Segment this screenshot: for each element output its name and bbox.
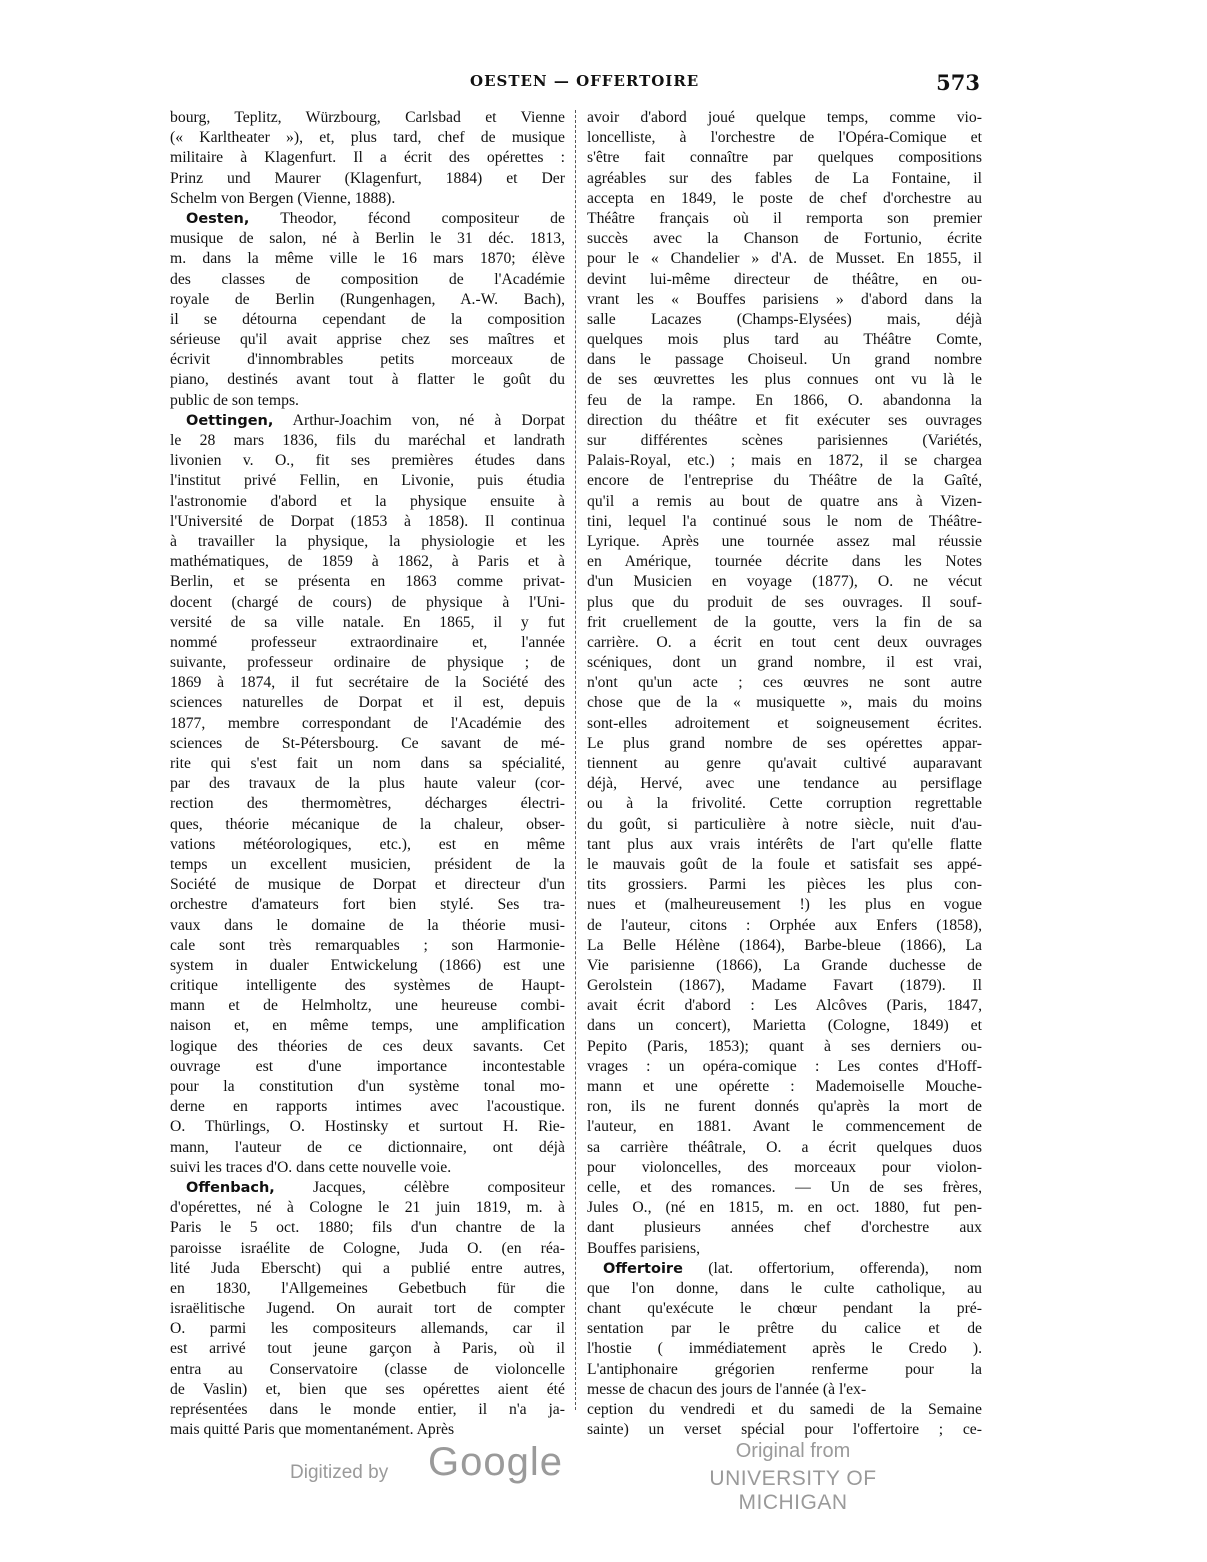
text-line: le 28 mars 1836, fils du maréchal et landrath bbox=[170, 432, 565, 449]
text-line: m. dans la même ville le 16 mars 1870; élève bbox=[170, 250, 565, 268]
text-line: israëlitische Jugend. On aurait tort de compter bbox=[170, 1300, 565, 1318]
text-line: Schelm von Bergen (Vienne, 1888). bbox=[170, 189, 396, 207]
entry-headword: Offenbach, bbox=[186, 1179, 275, 1196]
text-line: orchestre d'amateurs fort bien stylé. Ses tra- bbox=[170, 896, 565, 914]
text-line: succès avec la Chanson de Fortunio, écrite bbox=[587, 230, 982, 248]
text-line: par des travaux de la plus haute valeur (cor- bbox=[170, 775, 565, 793]
text-line: dans un concert), Marietta (Cologne, 1849) et bbox=[587, 1017, 982, 1035]
entry-headword: Offertoire bbox=[603, 1260, 683, 1277]
text-line: feu de la rampe. En 1866, O. abandonna la bbox=[587, 391, 982, 409]
text-line: sentation par le prêtre du calice et de bbox=[587, 1320, 982, 1338]
text-line: Oettingen, Arthur-Joachim von, né à Dorpat bbox=[186, 411, 565, 429]
text-line: tini, lequel l'a continué sous le nom de Théâtre- bbox=[587, 512, 982, 530]
text-line: royale de Berlin (Rungenhagen, A.-W. Bach), bbox=[170, 290, 565, 308]
text-line: temps un excellent musicien, président de la bbox=[170, 855, 565, 873]
text-line: scéniques, dont un grand nombre, il est vrai, bbox=[587, 654, 982, 672]
text-line: sérieuse qu'il avait apprise chez ses maîtres et bbox=[170, 331, 565, 349]
text-line: en Amérique, tournée décrite dans les Notes bbox=[587, 553, 982, 571]
text-line: mann et de Helmholtz, une heureuse combi- bbox=[170, 997, 565, 1015]
text-line: direction du théâtre et fit exécuter ses ouvrages bbox=[587, 411, 982, 429]
text-line: en 1830, l'Allgemeines Gebetbuch für die bbox=[170, 1279, 565, 1297]
entry-headword: Oettingen, bbox=[186, 412, 274, 429]
text-line: quelques mois plus tard au Théâtre Comte, bbox=[587, 331, 982, 349]
text-line: rite qui s'est fait un nom dans sa spécialité, bbox=[170, 755, 565, 772]
text-line: vrant les « Bouffes parisiens » d'abord dans la bbox=[587, 290, 982, 308]
left-column bbox=[170, 108, 565, 1440]
text-line: Palais-Royal, etc.) ; mais en 1872, il se chargea bbox=[587, 452, 982, 470]
text-line: versité de sa ville natale. En 1865, il y fut bbox=[170, 613, 565, 631]
institution-name: UNIVERSITY OF MICHIGAN bbox=[709, 1467, 877, 1514]
text-line: s'être fait connaître par quelques compositions bbox=[587, 149, 982, 167]
text-line: des classes de composition de l'Académie bbox=[170, 270, 565, 288]
text-line: naison et, en même temps, une amplification bbox=[170, 1017, 565, 1035]
text-line: encore de l'entreprise du Théâtre de la Gaîté, bbox=[587, 472, 982, 490]
text-line: Prinz und Maurer (Klagenfurt, 1884) et Der bbox=[170, 169, 565, 187]
entry-headword: Oesten, bbox=[186, 210, 250, 227]
text-line: pour la constitution d'un système tonal mo- bbox=[170, 1078, 565, 1095]
right-column bbox=[587, 108, 982, 1440]
text-line: sainte) un verset spécial pour l'offertoire ; ce- bbox=[587, 1421, 982, 1439]
text-line: mathématiques, de 1859 à 1862, à Paris et à bbox=[170, 553, 565, 571]
text-line: accepta en 1849, le poste de chef d'orchestre au bbox=[587, 189, 982, 207]
text-line: Jules O., (né en 1815, m. en oct. 1880, fut pen- bbox=[587, 1199, 982, 1217]
text-line: Gerolstein (1867), Madame Favart (1879). Il bbox=[587, 977, 982, 995]
text-line: Vie parisienne (1866), La Grande duchesse de bbox=[587, 956, 982, 974]
text-line: 1877, membre correspondant de l'Académie des bbox=[170, 714, 565, 732]
text-line: n'ont qu'un acte ; ces œuvres ne sont autre bbox=[587, 674, 982, 692]
text-line: livonien v. O., fit ses premières études dans bbox=[170, 452, 565, 470]
source-watermark bbox=[668, 1440, 918, 1515]
google-logo-text: Google bbox=[428, 1440, 563, 1484]
text-line: ou à la frivolité. Cette corruption regrettable bbox=[587, 795, 982, 813]
text-line: critique intelligente des systèmes de Haupt- bbox=[170, 977, 565, 995]
text-line: Lyrique. Après une tournée assez mal réussie bbox=[587, 532, 982, 550]
text-line: sur différentes scènes parisiennes (Variétés, bbox=[587, 432, 982, 449]
text-line: de ses œuvrettes les plus connues ont vu là le bbox=[587, 371, 982, 389]
text-line: Théâtre français où il remporta son premier bbox=[587, 209, 982, 227]
text-line: piano, destinés avant tout à flatter le goût du bbox=[170, 371, 565, 389]
text-line: ques, théorie mécanique de la chaleur, obser- bbox=[170, 815, 565, 833]
text-line: ouvrage est d'une importance incontestable bbox=[170, 1057, 565, 1075]
text-line: ception du vendredi et du samedi de la Semaine bbox=[587, 1401, 982, 1418]
text-line: O. parmi les compositeurs allemands, car il bbox=[170, 1320, 565, 1338]
text-line: carrière. O. a écrit en tout cent deux ouvrages bbox=[587, 633, 982, 651]
text-line: paroisse israélite de Cologne, Juda O. (en réa- bbox=[170, 1239, 565, 1257]
text-line: tant plus aux vrais intérêts de l'art qu'elle flatte bbox=[587, 835, 982, 853]
text-line: chose que de la « musiquette », mais du moins bbox=[587, 694, 982, 712]
text-line: de Vaslin) et, bien que ses opérettes aient été bbox=[170, 1380, 565, 1398]
text-line: rection des thermomètres, décharges électri- bbox=[170, 795, 565, 813]
text-line: suivante, professeur ordinaire de physique ; de bbox=[170, 654, 565, 672]
text-line: l'auteur, en 1881. Avant le commencement de bbox=[587, 1118, 982, 1136]
text-line: mais quitté Paris que momentanément. Après bbox=[170, 1421, 455, 1439]
text-line: O. Thürlings, O. Hostinsky et surtout H. Rie- bbox=[170, 1118, 565, 1136]
text-line: tiennent au genre qu'avait cultivé auparavant bbox=[587, 755, 982, 772]
text-line: dant plusieurs années chef d'orchestre aux bbox=[587, 1219, 982, 1237]
text-line: tits grossiers. Parmi les pièces les plus con- bbox=[587, 876, 982, 894]
digitized-by-text: Digitized by bbox=[290, 1462, 389, 1483]
text-line: Le plus grand nombre de ses opérettes appar- bbox=[587, 734, 982, 752]
text-line: pour le « Chandelier » d'A. de Musset. En 1855, il bbox=[587, 250, 982, 268]
text-line: L'antiphonaire grégorien renferme pour la bbox=[587, 1360, 982, 1378]
text-line: derne en rapports intimes avec l'acoustique. bbox=[170, 1098, 565, 1116]
text-line: cale sont très remarquables ; son Harmonie- bbox=[170, 936, 565, 954]
text-line: avait écrit d'abord : Les Alcôves (Paris, 1847, bbox=[587, 997, 982, 1015]
text-line: l'astronomie d'abord et la physique ensuite à bbox=[170, 492, 565, 510]
text-line: sciences de St-Pétersbourg. Ce savant de mé- bbox=[170, 734, 565, 752]
original-from-text: Original from bbox=[735, 1440, 851, 1462]
text-line: l'Université de Dorpat (1853 à 1858). Il continua bbox=[170, 512, 565, 530]
text-line: celle, et des romances. — Un de ses frères, bbox=[587, 1178, 982, 1196]
text-line: de l'auteur, citons : Orphée aux Enfers (1858), bbox=[587, 916, 982, 934]
column-divider bbox=[575, 110, 576, 1410]
text-line: Offenbach, Jacques, célèbre compositeur bbox=[186, 1178, 565, 1196]
text-line: frit cruellement de la goutte, vers la fin de sa bbox=[587, 613, 982, 631]
running-head-title: OESTEN — OFFERTOIRE bbox=[470, 72, 700, 90]
text-line: lité Juda Eberscht) qui a publié entre autres, bbox=[170, 1259, 565, 1277]
text-line: est arrivé tout jeune garçon à Paris, où il bbox=[170, 1340, 565, 1358]
text-line: devint lui-même directeur de théâtre, en ou- bbox=[587, 270, 982, 288]
text-line: agréables sur des fables de La Fontaine, il bbox=[587, 169, 982, 187]
text-line: d'un Musicien en voyage (1877), O. ne vécut bbox=[587, 573, 982, 591]
text-line: La Belle Hélène (1864), Barbe-bleue (1866), La bbox=[587, 936, 982, 954]
text-line: que l'on donne, dans le culte catholique, au bbox=[587, 1279, 982, 1297]
text-line: docent (chargé de cours) de physique à l'Uni- bbox=[170, 593, 565, 611]
text-line: à travailler la physique, la physiologie et les bbox=[170, 532, 565, 550]
text-line: loncelliste, à l'orchestre de l'Opéra-Comique et bbox=[587, 129, 982, 147]
text-line: avoir d'abord joué quelque temps, comme vio- bbox=[587, 109, 982, 126]
text-line: représentées dans le monde entier, il n'a ja- bbox=[170, 1401, 565, 1418]
text-line: pour violoncelles, des morceaux pour violon- bbox=[587, 1158, 982, 1176]
text-line: messe de chacun des jours de l'année (à l'ex- bbox=[587, 1380, 867, 1398]
text-line: Bouffes parisiens, bbox=[587, 1239, 700, 1257]
text-line: salle Lacazes (Champs-Elysées) mais, déjà bbox=[587, 310, 982, 328]
text-line: dans le passage Choiseul. Un grand nombre bbox=[587, 351, 982, 369]
google-watermark bbox=[290, 1440, 590, 1490]
text-line: Société de musique de Dorpat et directeur d'un bbox=[170, 876, 565, 894]
text-line: plus que du produit de ses ouvrages. Il souf- bbox=[587, 593, 982, 611]
text-line: Oesten, Theodor, fécond compositeur de bbox=[186, 209, 565, 227]
running-head bbox=[170, 70, 980, 96]
text-line: public de son temps. bbox=[170, 391, 299, 409]
text-line: Pepito (Paris, 1853); quant à ses derniers ou- bbox=[587, 1037, 982, 1055]
text-line: mann et une opérette : Mademoiselle Mouche- bbox=[587, 1078, 982, 1095]
text-line: déjà, Hervé, avec une tendance au persiflage bbox=[587, 775, 982, 793]
text-line: bourg, Teplitz, Würzbourg, Carlsbad et Vienne bbox=[170, 109, 565, 126]
text-line: mann, l'auteur de ce dictionnaire, ont déjà bbox=[170, 1138, 565, 1156]
text-line: Offertoire (lat. offertorium, offerenda), nom bbox=[603, 1259, 982, 1277]
text-line: vations météorologiques, etc.), est en même bbox=[170, 835, 565, 853]
text-line: entra au Conservatoire (classe de violoncelle bbox=[170, 1360, 565, 1378]
text-line: chant qu'exécute le chœur pendant la pré- bbox=[587, 1300, 982, 1318]
text-line: sa carrière théâtrale, O. a écrit quelques duos bbox=[587, 1138, 982, 1156]
text-line: qu'il a remis au bout de quatre ans à Vizen- bbox=[587, 492, 982, 510]
text-line: l'institut privé Fellin, en Livonie, puis étudia bbox=[170, 472, 565, 490]
text-line: suivi les traces d'O. dans cette nouvelle voie. bbox=[170, 1158, 452, 1176]
text-line: sont-elles adroitement et soigneusement écrites. bbox=[587, 714, 982, 732]
page-number: 573 bbox=[936, 70, 980, 95]
text-line: 1869 à 1874, il fut secrétaire de la Société des bbox=[170, 674, 565, 692]
text-line: nues et (malheureusement !) les plus en vogue bbox=[587, 896, 982, 914]
text-line: vrages : un opéra-comique : Les contes d'Hoff- bbox=[587, 1057, 982, 1075]
text-line: il se détourna cependant de la composition bbox=[170, 310, 565, 328]
text-line: écrivit d'innombrables petits morceaux de bbox=[170, 351, 565, 369]
text-line: sciences naturelles de Dorpat et il est, depuis bbox=[170, 694, 565, 712]
text-line: l'hostie ( immédiatement après le Credo ). bbox=[587, 1340, 982, 1358]
text-line: Berlin, et se présenta en 1863 comme privat- bbox=[170, 573, 565, 591]
text-line: musique de salon, né à Berlin le 31 déc. 1813, bbox=[170, 230, 565, 248]
text-line: Paris le 5 oct. 1880; fils d'un chantre de la bbox=[170, 1219, 565, 1237]
text-line: du goût, si particulière à notre siècle, nuit d'au- bbox=[587, 815, 982, 833]
text-line: ron, ils ne furent donnés qu'après la mort de bbox=[587, 1098, 982, 1116]
text-line: vaux dans le domaine de la théorie musi- bbox=[170, 916, 565, 934]
text-line: le mauvais goût de la foule et satisfait ses appé- bbox=[587, 855, 982, 873]
text-line: system in dualer Entwickelung (1866) est une bbox=[170, 956, 565, 974]
text-line: nommé professeur extraordinaire et, l'année bbox=[170, 633, 565, 651]
text-line: militaire à Klagenfurt. Il a écrit des opérettes : bbox=[170, 149, 565, 167]
text-line: (« Karltheater »), et, plus tard, chef de musique bbox=[170, 129, 565, 147]
text-line: d'opérettes, né à Cologne le 21 juin 1819, m. à bbox=[170, 1199, 565, 1217]
text-line: logique des théories de ces deux savants. Cet bbox=[170, 1037, 565, 1055]
